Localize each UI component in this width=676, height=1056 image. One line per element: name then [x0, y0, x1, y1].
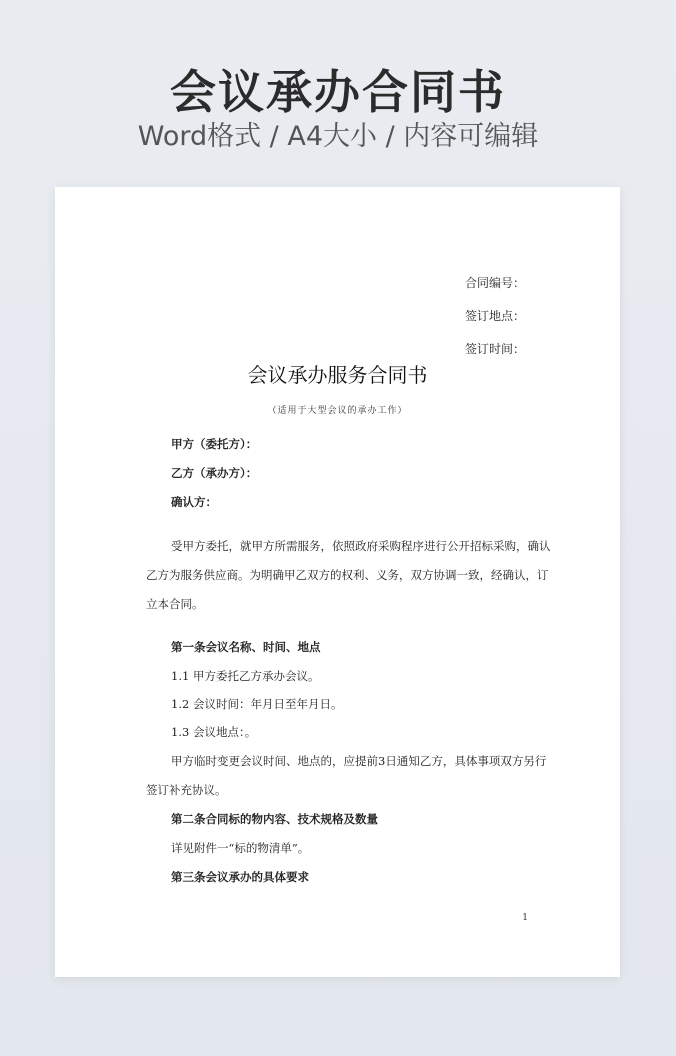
banner-subtitle: Word格式 / A4大小 / 内容可编辑 — [137, 121, 539, 152]
banner-title: 会议承办合同书 — [170, 65, 506, 119]
section1-heading: 第一条会议名称、时间、地点 — [171, 640, 321, 654]
document-title: 会议承办服务合同书 — [247, 363, 428, 387]
confirming-party: 确认方： — [171, 495, 217, 509]
document-note: （适用于大型会议的承办工作） — [267, 406, 408, 416]
section2-heading: 第二条合同标的物内容、技术规格及数量 — [171, 812, 378, 826]
signing-place-label: 签订地点： — [464, 309, 525, 323]
party-b: 乙方（承办方）： — [171, 466, 258, 480]
section1-item: 1.1 甲方委托乙方承办会议。 — [171, 669, 320, 683]
section3-heading: 第三条会议承办的具体要求 — [171, 870, 309, 884]
intro-line: 乙方为服务供应商。为明确甲乙双方的权利、义务，双方协调一致，经确认，订 — [146, 568, 549, 582]
section1-change-line: 甲方临时变更会议时间、地点的，应提前3日通知乙方，具体事项双方另行 — [171, 754, 547, 768]
intro-line: 受甲方委托，就甲方所需服务，依照政府采购程序进行公开招标采购，确认 — [171, 539, 551, 553]
page-number: 1 — [522, 913, 528, 923]
signing-time-label: 签订时间： — [464, 342, 525, 356]
section1-item: 1.2 会议时间：年月日至年月日。 — [171, 697, 343, 711]
document-page — [55, 187, 620, 977]
contract-number-label: 合同编号： — [464, 276, 525, 290]
section2-text: 详见附件一“标的物清单”。 — [171, 841, 310, 855]
intro-line: 立本合同。 — [146, 597, 204, 611]
contract-meta — [465, 267, 525, 366]
section1-change-line: 签订补充协议。 — [146, 783, 227, 797]
party-a: 甲方（委托方）： — [171, 437, 258, 451]
section1-item: 1.3 会议地点：。 — [171, 725, 257, 739]
